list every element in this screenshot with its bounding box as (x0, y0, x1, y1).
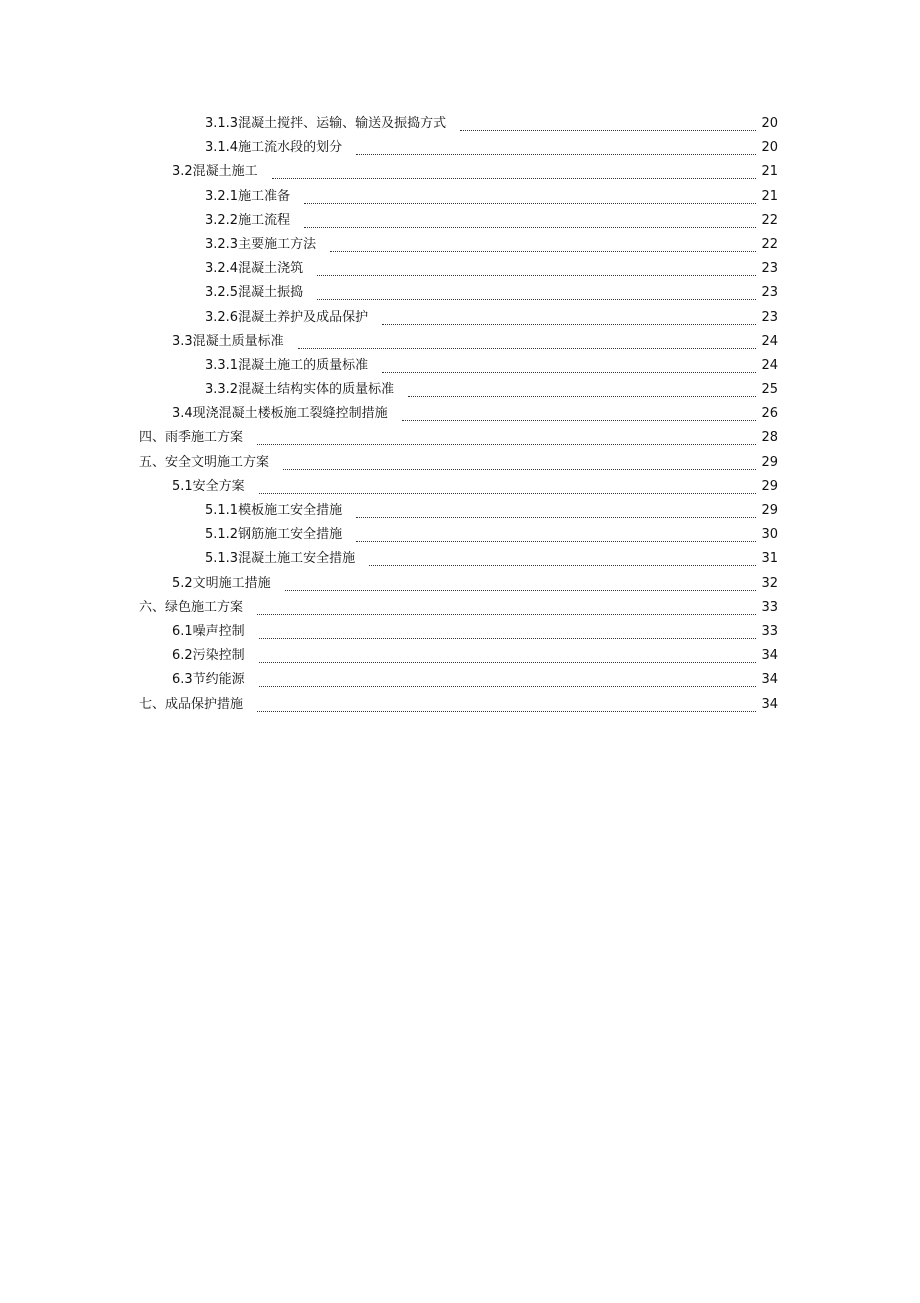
toc-dot-leader (283, 461, 756, 470)
toc-entry[interactable] (0, 112, 920, 136)
toc-dot-leader (317, 291, 756, 300)
toc-entry-label: 5.1.2钢筋施工安全措施 (205, 527, 343, 543)
toc-entry-label: 5.2文明施工措施 (172, 575, 271, 591)
toc-page-number: 30 (761, 527, 778, 543)
toc-page-number: 34 (761, 672, 778, 688)
toc-entry[interactable] (0, 402, 920, 426)
toc-entry[interactable] (0, 475, 920, 499)
toc-entry-label: 6.2污染控制 (172, 648, 245, 664)
toc-dot-leader (304, 219, 756, 228)
toc-page-number: 21 (761, 164, 778, 180)
toc-entry-label: 五、安全文明施工方案 (139, 454, 270, 470)
toc-page-number: 23 (761, 261, 778, 277)
toc-entry-label: 3.1.3混凝土搅拌、运输、输送及振捣方式 (205, 116, 447, 131)
toc-entry-label: 四、雨季施工方案 (139, 430, 244, 446)
toc-entry[interactable] (0, 330, 920, 354)
toc-entry[interactable] (0, 596, 920, 620)
toc-entry[interactable] (0, 644, 920, 668)
toc-dot-leader (317, 267, 756, 276)
toc-dot-leader (356, 533, 756, 542)
toc-dot-leader (259, 485, 756, 494)
toc-dot-leader (402, 412, 756, 421)
toc-page-number: 28 (761, 430, 778, 446)
toc-dot-leader (408, 388, 756, 397)
toc-page-number: 24 (761, 357, 778, 373)
toc-page-number: 31 (761, 551, 778, 567)
toc-dot-leader (257, 703, 756, 712)
toc-entry[interactable] (0, 451, 920, 475)
toc-page-number: 26 (761, 406, 778, 422)
toc-dot-leader (369, 557, 756, 566)
toc-page-number: 33 (761, 599, 778, 615)
toc-page-number: 21 (761, 188, 778, 204)
toc-entry-label: 3.2.1施工准备 (205, 188, 291, 204)
toc-entry-label: 3.2混凝土施工 (172, 164, 258, 180)
toc-entry-label: 3.3.1混凝土施工的质量标准 (205, 357, 369, 373)
toc-page-number: 34 (761, 696, 778, 712)
toc-dot-leader (259, 654, 756, 663)
toc-page-number: 20 (761, 140, 778, 156)
toc-dot-leader (259, 678, 756, 687)
toc-entry-label: 5.1.3混凝土施工安全措施 (205, 551, 356, 567)
toc-dot-leader (330, 243, 756, 252)
toc-page-number: 20 (761, 116, 778, 131)
toc-entry-label: 3.1.4施工流水段的划分 (205, 140, 343, 156)
toc-dot-leader (460, 122, 756, 131)
toc-page-number: 22 (761, 212, 778, 228)
toc-page-number: 23 (761, 285, 778, 301)
toc-entry[interactable] (0, 693, 920, 717)
toc-dot-leader (356, 146, 756, 155)
toc-dot-leader (356, 509, 756, 518)
toc-entry[interactable] (0, 354, 920, 378)
toc-entry[interactable] (0, 499, 920, 523)
toc-entry-label: 6.1噪声控制 (172, 623, 245, 639)
toc-entry[interactable] (0, 668, 920, 692)
toc-dot-leader (272, 170, 756, 179)
toc-page-number: 34 (761, 648, 778, 664)
toc-entry-label: 3.2.5混凝土振捣 (205, 285, 304, 301)
toc-page-number: 25 (761, 382, 778, 398)
toc-entry[interactable] (0, 378, 920, 402)
toc-page-number: 22 (761, 236, 778, 252)
toc-entry-label: 3.3混凝土质量标准 (172, 333, 284, 349)
toc-entry-label: 3.2.4混凝土浇筑 (205, 261, 304, 277)
toc-dot-leader (257, 436, 756, 445)
toc-entry[interactable] (0, 136, 920, 160)
toc-entry[interactable] (0, 209, 920, 233)
toc-entry-label: 六、绿色施工方案 (139, 599, 244, 615)
table-of-contents (0, 112, 920, 717)
toc-entry[interactable] (0, 257, 920, 281)
toc-dot-leader (382, 364, 756, 373)
toc-dot-leader (304, 195, 756, 204)
toc-entry[interactable] (0, 547, 920, 571)
toc-page-number: 32 (761, 575, 778, 591)
toc-entry-label: 3.2.6混凝土养护及成品保护 (205, 309, 369, 325)
toc-entry-label: 5.1安全方案 (172, 478, 245, 494)
toc-entry[interactable] (0, 620, 920, 644)
toc-entry[interactable] (0, 572, 920, 596)
toc-page-number: 29 (761, 454, 778, 470)
toc-entry-label: 3.2.3主要施工方法 (205, 236, 317, 252)
toc-entry[interactable] (0, 281, 920, 305)
toc-entry[interactable] (0, 426, 920, 450)
toc-page-number: 29 (761, 503, 778, 518)
toc-dot-leader (285, 582, 756, 591)
toc-entry[interactable] (0, 233, 920, 257)
toc-page-number: 33 (761, 623, 778, 639)
toc-page-number: 29 (761, 478, 778, 494)
toc-entry-label: 5.1.1模板施工安全措施 (205, 503, 343, 518)
toc-entry-label: 3.3.2混凝土结构实体的质量标准 (205, 382, 395, 398)
toc-dot-leader (257, 606, 756, 615)
toc-entry[interactable] (0, 523, 920, 547)
toc-entry-label: 七、成品保护措施 (139, 696, 244, 712)
toc-dot-leader (298, 340, 756, 349)
toc-entry[interactable] (0, 306, 920, 330)
toc-entry-label: 3.2.2施工流程 (205, 212, 291, 228)
toc-entry[interactable] (0, 160, 920, 184)
toc-entry-label: 3.4现浇混凝土楼板施工裂缝控制措施 (172, 406, 388, 422)
toc-page-number: 24 (761, 333, 778, 349)
toc-page-number: 23 (761, 309, 778, 325)
toc-dot-leader (259, 630, 756, 639)
toc-dot-leader (382, 316, 756, 325)
toc-entry-label: 6.3节约能源 (172, 672, 245, 688)
toc-entry[interactable] (0, 185, 920, 209)
